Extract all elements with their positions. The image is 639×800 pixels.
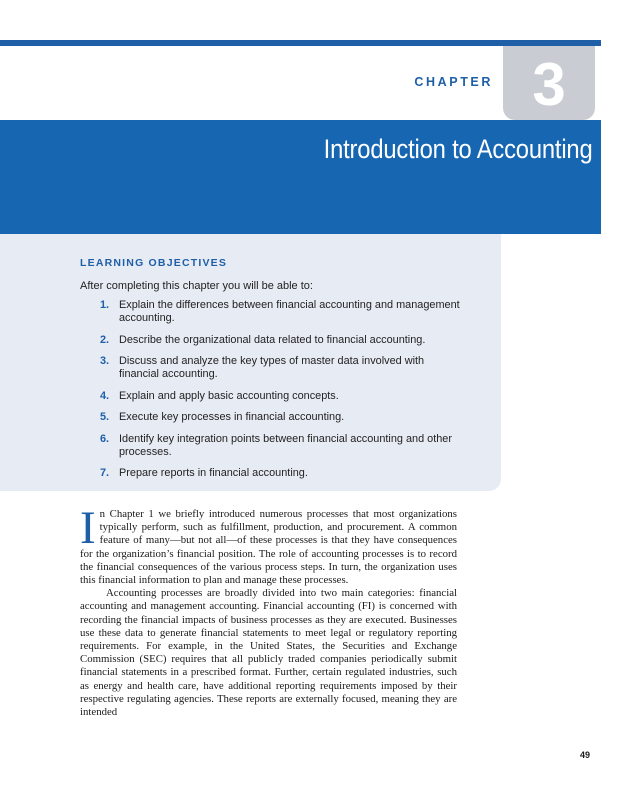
objective-item: [100, 390, 462, 403]
chapter-number: 3: [532, 51, 566, 118]
objective-number: 6.: [100, 432, 110, 445]
objective-text: Prepare reports in financial accounting.: [119, 467, 308, 479]
objective-number: 4.: [100, 389, 110, 402]
objective-number: 2.: [100, 333, 110, 346]
objective-text: Explain the differences between financial accounting and management accounting.: [119, 299, 460, 324]
objective-item: [100, 355, 462, 381]
objectives-heading: LEARNING OBJECTIVES: [80, 257, 228, 269]
chapter-number-box: [503, 46, 595, 120]
objective-text: Execute key processes in financial accounting.: [119, 411, 345, 423]
page-number: 49: [580, 750, 591, 760]
objective-item: [100, 299, 462, 325]
objective-item: [100, 433, 462, 459]
objective-text: Discuss and analyze the key types of master data involved with financial accounting.: [119, 355, 425, 380]
objective-text: Identify key integration points between financial accounting and other processes.: [119, 432, 452, 458]
chapter-label: CHAPTER: [414, 75, 493, 89]
paragraph-1-text: n Chapter 1 we briefly introduced numerous processes that most organizations typically perform, such as fulfillment, production, and procurement. A common feature of many—but not all—of these processes is that they have consequences for the organization’s financial position. The role of accounting processes is to record the financial consequences of the various process steps. In turn, the organization uses this financial information to plan and manage these processes.: [80, 508, 457, 587]
objective-number: 5.: [100, 411, 110, 423]
body-paragraph-2: Accounting processes are broadly divided into two main categories: financial accounting and management accounting. Financial accounting (FI) is concerned with recording the financial impacts of business processes as they are executed. Businesses use these data to generate financial statements to meet legal or regulatory reporting requirements. For example, in the United States, the Securities and Exchange Commission (SEC) requires that all publicly traded companies periodically submit financial statements in a prescribed format. Further, certain regulated industries, such as energy and health care, have additional reporting requirements imposed by their respective regulating agencies. These reports are externally focused, meaning they are intended: [80, 587, 457, 719]
objective-number: 3.: [100, 355, 110, 367]
objective-item: [100, 334, 462, 347]
drop-cap: I: [80, 502, 96, 554]
objectives-list: [100, 299, 462, 489]
objective-number: 1.: [100, 299, 110, 311]
title-band: [0, 120, 601, 234]
objective-text: Describe the organizational data related to financial accounting.: [119, 333, 426, 346]
chapter-title: Introduction to Accounting: [324, 134, 593, 164]
objective-text: Explain and apply basic accounting concepts.: [119, 389, 339, 402]
objectives-intro: After completing this chapter you will be able to:: [80, 280, 313, 292]
body-text: [80, 502, 457, 719]
body-paragraph-1: [80, 502, 457, 587]
objective-number: 7.: [100, 467, 110, 479]
objective-item: [100, 467, 462, 480]
objective-item: [100, 411, 462, 424]
